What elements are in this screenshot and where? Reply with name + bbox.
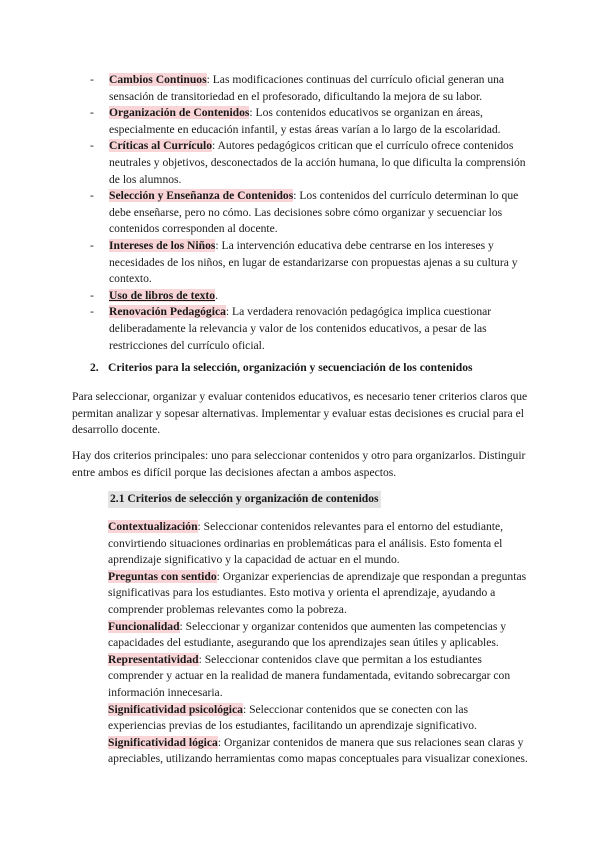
highlighted-term: Intereses de los Niños bbox=[109, 238, 216, 252]
list-item bbox=[90, 288, 530, 305]
list-item bbox=[90, 188, 530, 238]
list-item bbox=[90, 105, 530, 138]
highlighted-term: Preguntas con sentido bbox=[108, 569, 217, 583]
bullet-dash: - bbox=[90, 305, 94, 319]
paragraph: Hay dos criterios principales: uno para seleccionar contenidos y otro para organizarlos. Distinguir entre ambos es difícil porque las decisiones afectan a ambos aspectos. bbox=[72, 449, 526, 479]
highlighted-term: Representatividad bbox=[108, 652, 199, 666]
criterion-text: : Seleccionar contenidos relevantes para el entorno del estudiante, convirtiendo situaciones ordinarias en problemáticas para el análisis. Esto fomenta el aprendizaje significativo y la capacidad de actuar en el mundo. bbox=[108, 520, 504, 567]
bullet-dash: - bbox=[90, 139, 94, 153]
bullet-dash: - bbox=[90, 73, 94, 86]
criterion bbox=[108, 735, 528, 768]
section-heading bbox=[90, 360, 530, 377]
list-item bbox=[90, 238, 530, 288]
highlighted-term: Organización de Contenidos bbox=[109, 106, 250, 120]
criterion-text: : Seleccionar contenidos que se conecten con las experiencias previas de los estudiantes, facilitando un aprendizaje significativo. bbox=[108, 702, 477, 733]
bullet-dash: - bbox=[90, 189, 94, 203]
list-item bbox=[90, 304, 530, 354]
criterion bbox=[108, 702, 528, 735]
item-text: : La intervención educativa debe centrarse en los intereses y necesidades de los niños, en lugar de estandarizarse con propuestas ajenas a su cultura y contexto. bbox=[109, 238, 518, 286]
bullet-dash: - bbox=[90, 288, 94, 302]
item-text: : La verdadera renovación pedagógica implica cuestionar deliberadamente la relevancia y valor de los contenidos educativos, a pesar de las restricciones del currículo oficial. bbox=[109, 305, 492, 352]
highlighted-term: Significatividad lógica bbox=[108, 735, 218, 749]
highlighted-term: Cambios Continuos bbox=[109, 73, 207, 86]
list-item bbox=[90, 138, 530, 188]
list-item bbox=[90, 72, 530, 105]
highlighted-term: Significatividad psicológica bbox=[108, 702, 243, 716]
item-text: . bbox=[215, 288, 218, 302]
item-text: : Los contenidos educativos se organizan en áreas, especialmente en educación infantil, y estas áreas varían a lo largo de la escolaridad. bbox=[109, 106, 501, 136]
highlighted-term: Críticas al Currículo bbox=[109, 139, 213, 153]
subsection-heading: 2.1 Criterios de selección y organización de contenidos bbox=[108, 491, 381, 508]
criterion bbox=[108, 569, 528, 619]
item-text: : Las modificaciones continuas del currículo oficial generan una sensación de transitoriedad en el profesorado, dificultando la mejora de su labor. bbox=[109, 73, 505, 103]
criterion bbox=[108, 619, 528, 652]
section-number: 2. bbox=[90, 361, 99, 374]
highlighted-term: Uso de libros de texto bbox=[109, 288, 216, 302]
bullet-dash: - bbox=[90, 106, 94, 120]
highlighted-term: Selección y Enseñanza de Contenidos bbox=[109, 189, 294, 203]
bullet-list bbox=[90, 72, 530, 354]
criterion-text: : Organizar experiencias de aprendizaje que respondan a preguntas significativas para los estudiantes. Esto motiva y orienta el aprendizaje, ayudando a comprender problemas relevantes como la pobreza. bbox=[108, 569, 527, 616]
bullet-dash: - bbox=[90, 238, 94, 252]
criteria-list bbox=[108, 519, 528, 768]
highlighted-term: Renovación Pedagógica bbox=[109, 305, 226, 319]
paragraph: Para seleccionar, organizar y evaluar contenidos educativos, es necesario tener criterios claros que permitan analizar y sopesar alternativas. Implementar y evaluar estas decisiones es crucial para el desarrollo docente. bbox=[72, 390, 528, 437]
section-title: Criterios para la selección, organización y secuenciación de los contenidos bbox=[108, 361, 473, 374]
criterion-text: : Organizar contenidos de manera que sus relaciones sean claras y apreciables, utilizando herramientas como mapas conceptuales para visualizar conexiones. bbox=[108, 735, 528, 766]
highlighted-term: Contextualización bbox=[108, 520, 198, 533]
criterion-text: : Seleccionar contenidos clave que permitan a los estudiantes comprender y actuar en la realidad de manera fundamentada, evitando sobrecargar con información innecesaria. bbox=[108, 652, 511, 699]
criterion bbox=[108, 519, 528, 569]
criterion-text: : Seleccionar y organizar contenidos que aumenten las competencias y capacidades del estudiante, asegurando que los aprendizajes sean útiles y aplicables. bbox=[108, 619, 507, 650]
item-text: : Autores pedagógicos critican que el currículo ofrece contenidos neutrales y objetivos, desconectados de la acción humana, lo que dificulta la comprensión de los alumnos. bbox=[109, 139, 526, 186]
highlighted-term: Funcionalidad bbox=[108, 619, 180, 633]
item-text: : Los contenidos del currículo determinan lo que debe enseñarse, pero no cómo. Las decisiones sobre cómo organizar y secuenciar los contenidos corresponden al docente. bbox=[109, 189, 519, 236]
criterion bbox=[108, 652, 528, 702]
